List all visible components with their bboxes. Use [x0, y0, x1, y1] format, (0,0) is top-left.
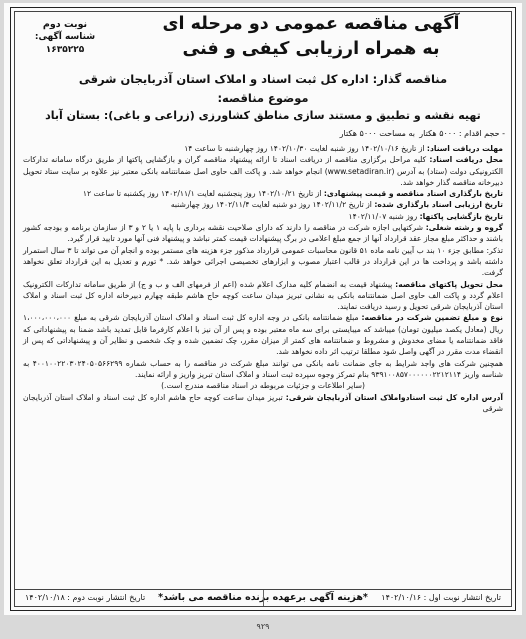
- paragraph-text: تبریز میدان ساعت کوچه حاج هاشم اداره کل ثبت اسناد و املاک استان آذربایجان شرقی: [23, 392, 503, 413]
- paragraph-label: تاریخ بارگذاری اسناد مناقصه و قیمت پیشنهادی:: [323, 189, 503, 199]
- paragraph: [23, 279, 503, 313]
- paragraph-label: تاریخ ارزیابی اسناد بارگذاری شده:: [374, 200, 503, 210]
- paragraph-text: کلیه مراحل برگزاری مناقصه از دریافت اسناد تا ارائه پیشنهاد مناقصه گران و بازگشایی پاکتها از طریق درگاه سامانه تدارکات الکترونیکی دولت (ستاد) به آدرس (www.setadiran.ir) انجام خواهد شد. و پاکت الف حاوی اصل ضمانتنامه بانکی معتبر نیز علاوه بر سایت ستاد تحویل دبیرخانه مناقصه گذار خواهد شد.: [23, 155, 504, 187]
- paragraph: [23, 312, 503, 357]
- paragraph-label: تاریخ بازگشایی پاکتها:: [419, 211, 503, 221]
- paragraph: (سایر اطلاعات و جزئیات مربوطه در اسناد مناقصه مندرج است.): [161, 381, 365, 391]
- paragraph-text: پیشنهاد قیمت به انضمام کلیه مدارک اعلام شده (اعم از فرمهای الف و ب و ج) از طریق سامانه تدارکات الکترونیک اعلام گردد و پاکت الف حاوی اصل ضمانتنامه بانکی به نشانی تبریز میدان ساعت کوچه حاج هاشم طبقه چهارم دبیرخانه اداره کل ثبت اسناد و املاک استان آذربایجان شرقی تحویل و رسید دریافت نمایند.: [23, 279, 503, 312]
- hajm-label: - حجم اقدام : ۵۰۰۰ هکتار: [419, 129, 505, 138]
- first-publish-date: تاریخ انتشار نوبت اول : ۱۴۰۲/۱۰/۱۶: [381, 593, 501, 602]
- shenase-label: شناسه آگهی: ۱۶۳۵۲۲۵: [34, 32, 96, 55]
- gozar-line: مناقصه گذار: اداره کل ثبت اسناد و املاک استان آذربایجان شرقی: [78, 72, 448, 86]
- cost-notice: *هزینه آگهی برعهده برنده مناقصه می باشد*: [158, 592, 368, 603]
- paragraph-text: مبلغ ضمانتنامه بانکی در وجه اداره کل ثبت اسناد و املاک استان آذربایجان شرقی به مبلغ ۱،۰۰۰،۰۰۰،۰۰۰ ریال (معادل یکصد میلیون تومان) میباشد که میبایستی برای سه ماه معتبر بوده و پس از آن نیز با اعلام کارفرما قابل تمدید باشد ضمنا به پیشنهاداتی که فاقد ضمانتنامه یا مضای مخدوش و مشروط و ضمانتنامه های کمتر از میزان مقرر، چک تضمین شده و چک شخصی و نظایر آن و پیشنهاداتی که پس از انقضاء مدت مقرر در آگهی واصل شود مطلقا ترتیب اثر داده نخواهد شد.: [23, 313, 503, 357]
- nobat-label: نوبت دوم: [42, 19, 88, 30]
- paragraph: [23, 211, 503, 222]
- paragraph-text: از تاریخ ۱۴۰۲/۱۰/۱۶ روز شنبه لغایت ۱۴۰۲/۱۰/۳۰ روز چهارشنبه تا ساعت ۱۴: [184, 144, 425, 153]
- paragraph-text: شرکتهایی اجازه شرکت در مناقصه را دارند که دارای صلاحیت نقشه برداری با پایه ۱ یا ۲ و ۳ از سازمان برنامه و بودجه کشور باشند و حداکثر مبلغ مجاز عقد قرارداد آنها از جمع مبلغ اعلامی در برگ پیشنهادات قیمت کمتر نباشد و پیشنهاد فنی آنها مورد تایید قرار گیرد.: [23, 223, 503, 244]
- page-subtitle: به همراه ارزیابی کیفی و فنی: [182, 39, 440, 59]
- mozu-text: تهیه نقشه و تطبیق و مستند سازی مناطق کشاورزی (زراعی و باغی): بستان آباد: [45, 109, 481, 122]
- paragraph-text: روز شنبه ۱۴۰۲/۱۱/۰۷: [348, 211, 418, 221]
- footer-divider: [263, 590, 264, 606]
- masahat-label: به مساحت ۵۰۰۰ هکتار: [339, 129, 415, 138]
- paragraph: [23, 143, 503, 154]
- paragraph-label: مهلت دریافت اسناد:: [426, 144, 503, 153]
- corner-info: [19, 18, 111, 57]
- paragraph-label: محل تحویل پاکتهای مناقصه:: [395, 279, 503, 289]
- mozu-label: موضوع مناقصه:: [217, 91, 309, 105]
- paragraph-label: آدرس اداره کل ثبت اسنادواملاک استان آذربایجان شرقی:: [285, 392, 503, 402]
- inner-frame: [14, 11, 512, 607]
- paragraph: [23, 392, 503, 415]
- paragraph-label: گروه و رشته شغلی:: [425, 223, 503, 233]
- paragraph: [23, 188, 503, 199]
- paragraph-text: از تاریخ ۱۴۰۲/۱۱/۲ روز دو شنبه لغایت ۱۴۰۲/۱۱/۴ روز چهارشنبه: [170, 200, 372, 210]
- paragraph: [23, 222, 503, 245]
- page-number: ۹۲۹: [256, 622, 270, 631]
- paragraph: تذکر: مطابق جزء ۱۰ بند ب آیین نامه ماده ۵۱ قانون محاسبات عمومی قرارداد مذکور جزء هزینه های مستمر بوده و انجام آن می تواند تا ۳ سال استمرار داشته باشد و پرداخت ها در این قرارداد در قالب اعتبار مصوب و ابزارهای تخصیصی اجرائی خواهد شد. * تورم و تعدیل به این قرارداد تعلق نخواهد گرفت.: [23, 245, 503, 278]
- paragraph: همچنین شرکت های واجد شرایط به جای ضمانت نامه بانکی می توانند مبلغ شرکت در مناقصه را به حساب شماره ۴۰۰۱۰۰۲۲۰۳۰۲۴۰۵۰۵۶۶۲۹۹ به شناسه واریز ۹۳۹۱۰۰۸۵۷۰۰۰۰۰۰۲۲۱۲۱۱۴ بنام تمرکز وجوه سپرده ثبت اسناد و املاک استان تبریز واریز و ارائه نمایند.: [23, 358, 503, 379]
- ad-sheet: [4, 3, 522, 615]
- paragraph-text: از تاریخ ۱۴۰۲/۱۰/۲۱ روز پنجشنبه لغایت ۱۴۰۲/۱۱/۱ روز یکشنبه تا ساعت ۱۲: [82, 189, 322, 199]
- footer: [15, 589, 511, 606]
- paragraph: [23, 199, 503, 210]
- paragraph-label: نوع و مبلغ تضمین شرکت در مناقصه:: [361, 313, 504, 323]
- meta-row: [21, 129, 505, 141]
- paragraph: [23, 154, 503, 188]
- ad-body: [23, 143, 503, 414]
- page-title: آگهی مناقصه عمومی دو مرحله ای: [162, 14, 460, 34]
- outer-frame: [10, 7, 516, 611]
- paragraph-label: محل دریافت اسناد:: [429, 155, 503, 165]
- second-publish-date: تاریخ انتشار نوبت دوم : ۱۴۰۲/۱۰/۱۸: [25, 593, 146, 602]
